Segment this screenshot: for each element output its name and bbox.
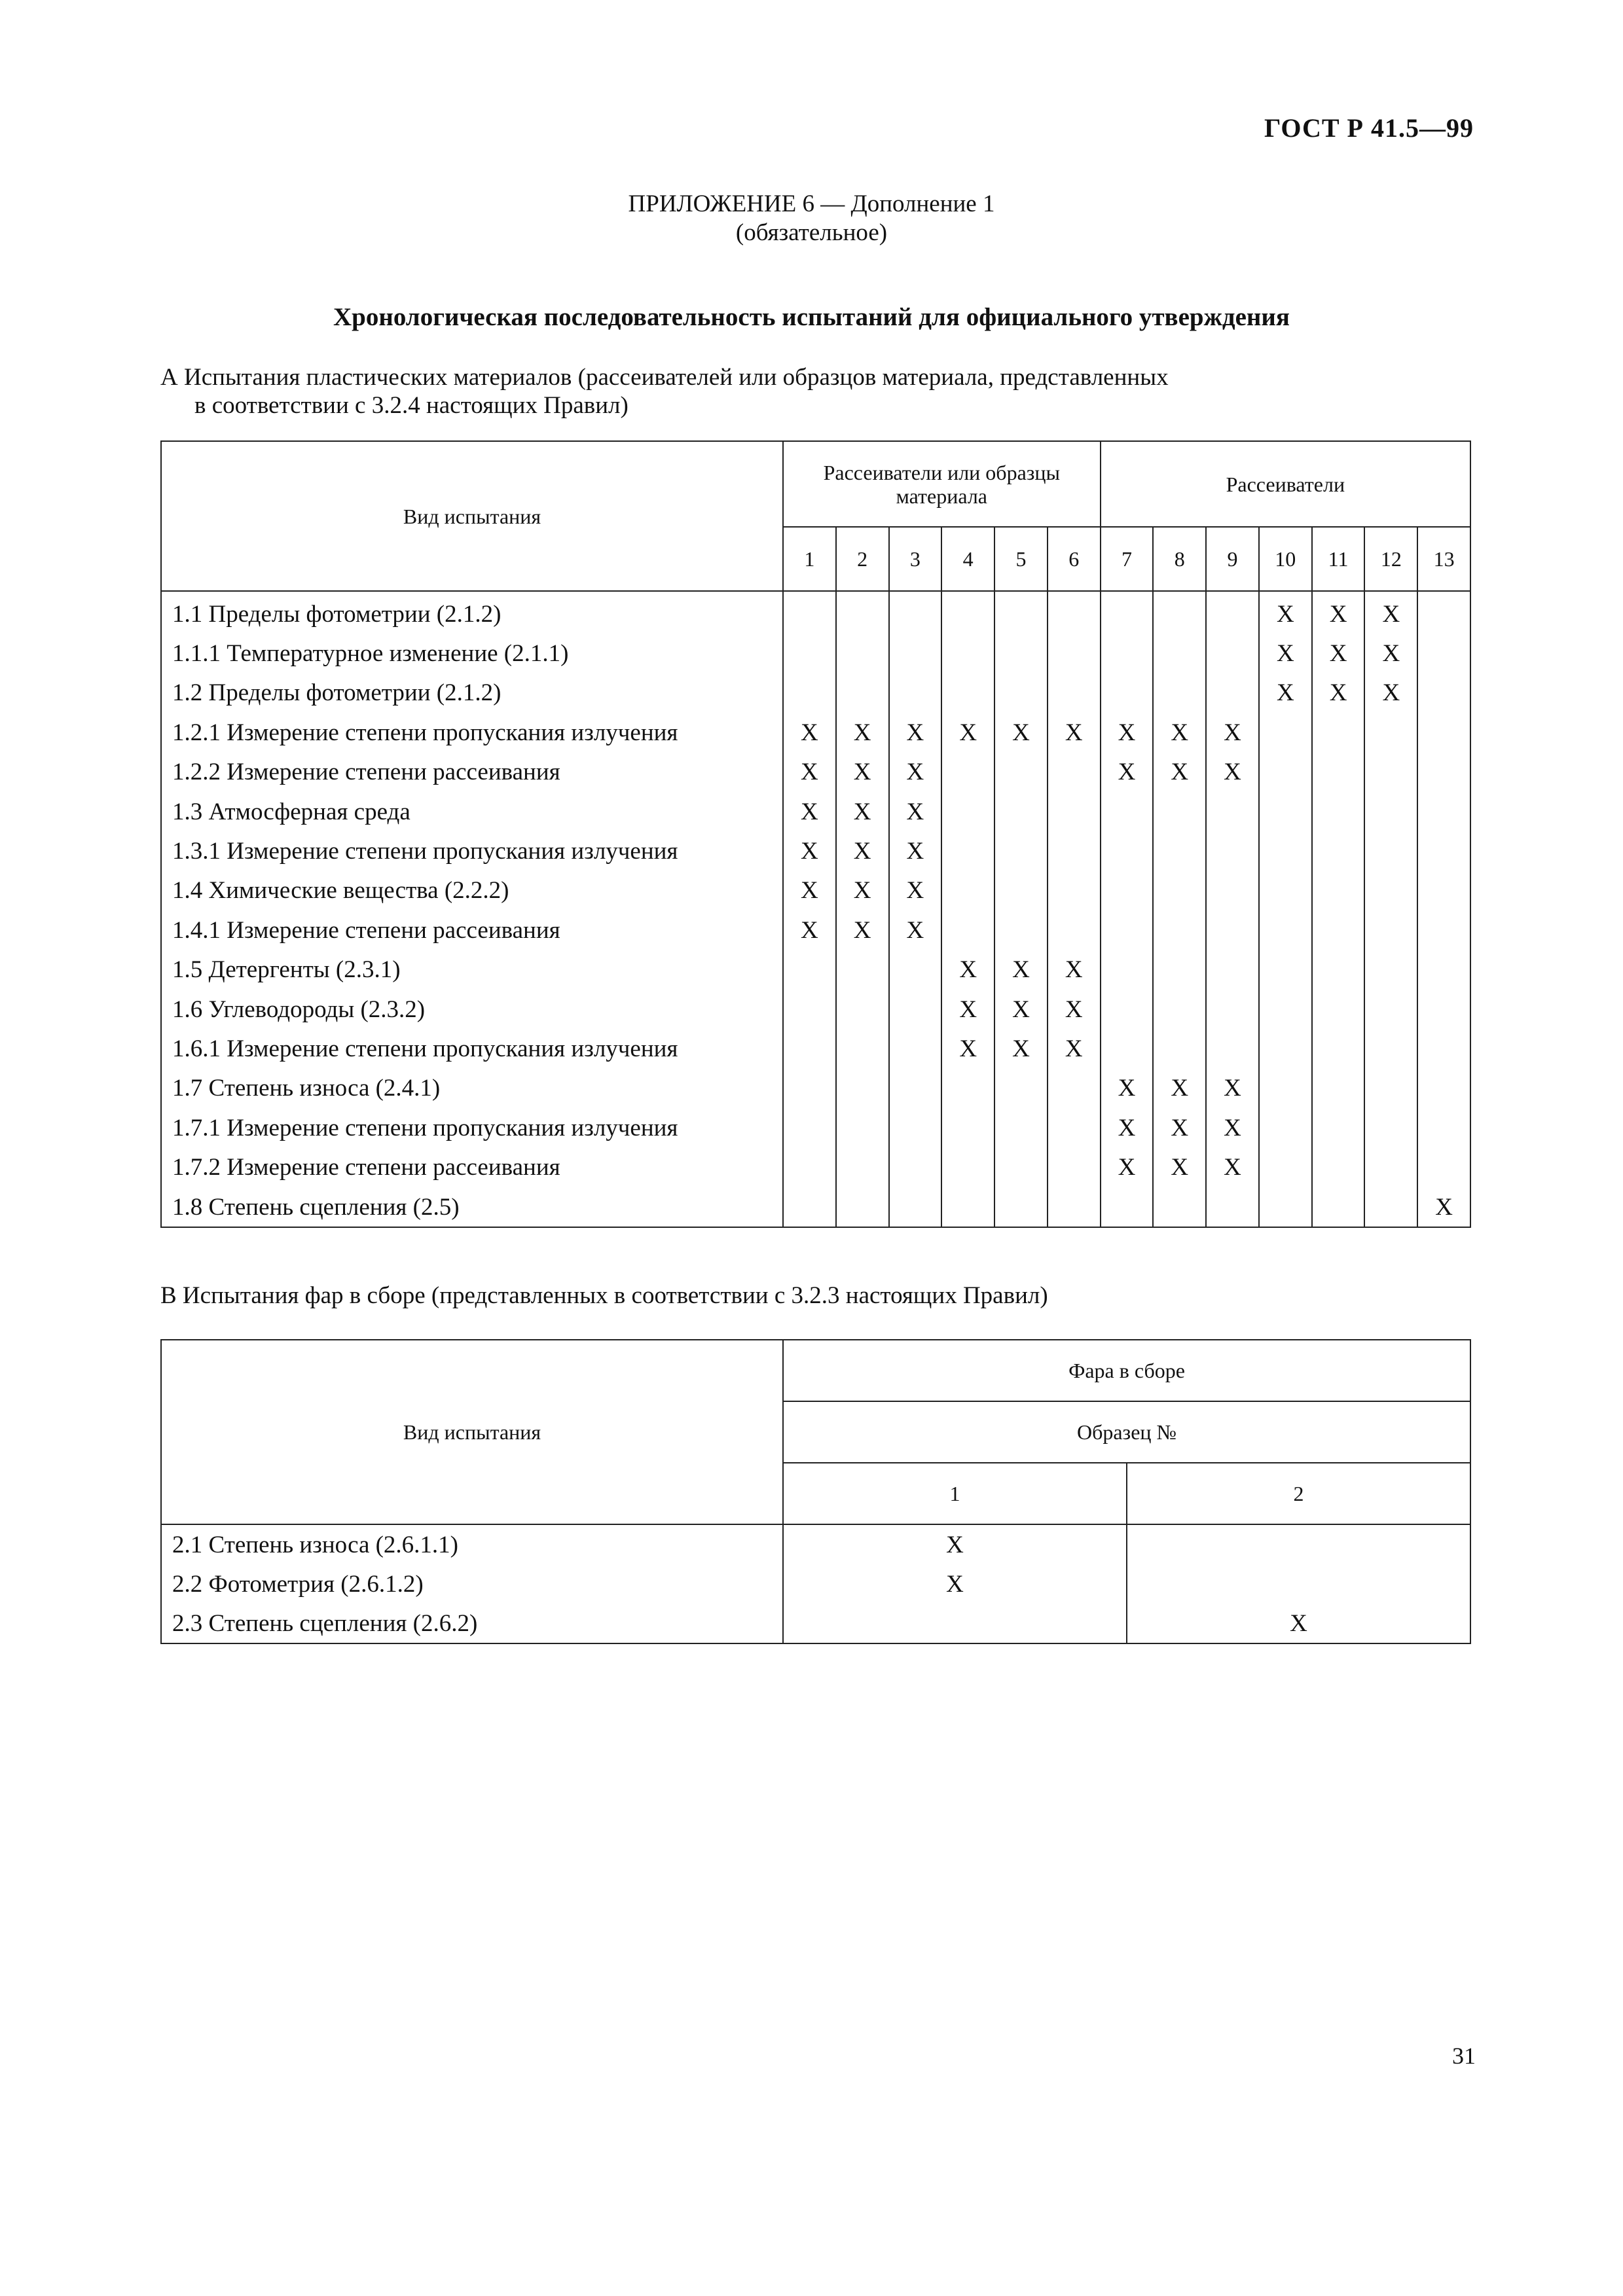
- appendix-subtitle: (обязательное): [735, 219, 888, 246]
- test-mark-cell: X: [1048, 713, 1101, 752]
- column-group-lenses: Рассеиватели: [1101, 441, 1470, 527]
- test-mark-cell: [1048, 753, 1101, 792]
- test-mark-cell: X: [1259, 634, 1312, 673]
- test-mark-cell: [1101, 673, 1154, 713]
- test-mark-cell: X: [994, 990, 1048, 1029]
- test-mark-cell: [1153, 634, 1206, 673]
- test-mark-cell: [1048, 591, 1101, 634]
- page-heading: Хронологическая последовательность испытаний для официального утверждения: [333, 303, 1290, 331]
- test-mark-cell: X: [1206, 753, 1259, 792]
- test-mark-cell: X: [1312, 591, 1365, 634]
- test-mark-cell: [783, 591, 836, 634]
- test-mark-cell: [836, 591, 889, 634]
- test-mark-cell: [941, 792, 994, 831]
- test-label: 1.2 Пределы фотометрии (2.1.2): [161, 673, 783, 713]
- test-mark-cell: [1101, 910, 1154, 950]
- test-mark-cell: [1364, 831, 1417, 870]
- column-number: 6: [1048, 527, 1101, 591]
- test-mark-cell: [1206, 634, 1259, 673]
- test-mark-cell: [1417, 673, 1470, 713]
- test-mark-cell: [1417, 990, 1470, 1029]
- test-mark-cell: [994, 591, 1048, 634]
- test-mark-cell: [941, 831, 994, 870]
- table-row: [161, 1187, 1470, 1227]
- test-mark-cell: X: [783, 1564, 1127, 1604]
- test-mark-cell: [1206, 1029, 1259, 1068]
- test-mark-cell: [1417, 713, 1470, 752]
- section-a-line2: в соответствии с 3.2.4 настоящих Правил): [194, 392, 629, 419]
- test-mark-cell: [783, 1108, 836, 1147]
- test-mark-cell: [994, 634, 1048, 673]
- table-row: [161, 1604, 1470, 1643]
- test-mark-cell: X: [889, 713, 942, 752]
- test-mark-cell: [1101, 1187, 1154, 1227]
- test-mark-cell: [783, 990, 836, 1029]
- test-label: 2.2 Фотометрия (2.6.1.2): [161, 1564, 783, 1604]
- test-mark-cell: [1127, 1564, 1470, 1604]
- test-mark-cell: X: [1048, 950, 1101, 990]
- test-mark-cell: [1048, 1069, 1101, 1108]
- test-mark-cell: X: [1364, 673, 1417, 713]
- test-mark-cell: X: [1153, 1069, 1206, 1108]
- test-mark-cell: [1312, 1187, 1365, 1227]
- test-mark-cell: [1364, 990, 1417, 1029]
- test-mark-cell: [1259, 831, 1312, 870]
- test-mark-cell: [1312, 792, 1365, 831]
- test-mark-cell: [836, 634, 889, 673]
- test-mark-cell: [1048, 673, 1101, 713]
- test-mark-cell: X: [836, 753, 889, 792]
- test-mark-cell: [994, 831, 1048, 870]
- test-mark-cell: [1364, 1147, 1417, 1187]
- test-mark-cell: [783, 950, 836, 990]
- test-mark-cell: [994, 910, 1048, 950]
- test-mark-cell: [1153, 990, 1206, 1029]
- test-mark-cell: X: [1206, 1069, 1259, 1108]
- test-mark-cell: [889, 1147, 942, 1187]
- test-mark-cell: [941, 591, 994, 634]
- test-label: 1.7.1 Измерение степени пропускания излучения: [161, 1108, 783, 1147]
- column-number: 3: [889, 527, 942, 591]
- test-mark-cell: X: [1259, 673, 1312, 713]
- column-number: 12: [1364, 527, 1417, 591]
- test-label: 1.2.2 Измерение степени рассеивания: [161, 753, 783, 792]
- test-mark-cell: X: [1312, 634, 1365, 673]
- test-mark-cell: [1259, 792, 1312, 831]
- test-mark-cell: [1153, 1187, 1206, 1227]
- column-number: 1: [783, 527, 836, 591]
- column-number: 5: [994, 527, 1048, 591]
- test-mark-cell: [1259, 1108, 1312, 1147]
- test-mark-cell: [1048, 1147, 1101, 1187]
- test-mark-cell: [1259, 990, 1312, 1029]
- test-label: 1.7 Степень износа (2.4.1): [161, 1069, 783, 1108]
- test-mark-cell: [1259, 753, 1312, 792]
- test-mark-cell: X: [889, 831, 942, 870]
- test-mark-cell: X: [1206, 1147, 1259, 1187]
- test-mark-cell: [1206, 673, 1259, 713]
- test-mark-cell: X: [836, 910, 889, 950]
- test-mark-cell: X: [1101, 713, 1154, 752]
- test-mark-cell: [783, 634, 836, 673]
- test-mark-cell: [1259, 713, 1312, 752]
- test-mark-cell: [1206, 1187, 1259, 1227]
- test-mark-cell: X: [783, 910, 836, 950]
- test-mark-cell: [889, 950, 942, 990]
- test-mark-cell: X: [836, 831, 889, 870]
- test-mark-cell: X: [994, 1029, 1048, 1068]
- test-mark-cell: [1206, 990, 1259, 1029]
- test-label: 1.4 Химические вещества (2.2.2): [161, 871, 783, 910]
- test-mark-cell: [836, 1069, 889, 1108]
- test-mark-cell: [1101, 990, 1154, 1029]
- test-mark-cell: X: [889, 871, 942, 910]
- test-label: 1.7.2 Измерение степени рассеивания: [161, 1147, 783, 1187]
- test-mark-cell: [1153, 831, 1206, 870]
- test-mark-cell: [1312, 831, 1365, 870]
- test-mark-cell: [1364, 871, 1417, 910]
- test-mark-cell: [1206, 950, 1259, 990]
- test-mark-cell: [1312, 1029, 1365, 1068]
- test-mark-cell: [1101, 831, 1154, 870]
- test-mark-cell: [1364, 1108, 1417, 1147]
- test-mark-cell: [1312, 713, 1365, 752]
- test-mark-cell: [1101, 1029, 1154, 1068]
- test-mark-cell: [941, 1069, 994, 1108]
- test-label: 1.3.1 Измерение степени пропускания излучения: [161, 831, 783, 870]
- column-number: 7: [1101, 527, 1154, 591]
- column-number: 2: [836, 527, 889, 591]
- test-mark-cell: [1206, 910, 1259, 950]
- test-mark-cell: X: [1101, 753, 1154, 792]
- test-mark-cell: X: [836, 792, 889, 831]
- column-group-lenses-or-samples: Рассеиватели или образцы материала: [783, 441, 1101, 527]
- table-row: [161, 950, 1470, 990]
- test-label: 1.6.1 Измерение степени пропускания излучения: [161, 1029, 783, 1068]
- column-number: 1: [783, 1463, 1127, 1524]
- test-mark-cell: [1364, 1187, 1417, 1227]
- test-mark-cell: X: [1364, 591, 1417, 634]
- test-mark-cell: X: [941, 1029, 994, 1068]
- test-mark-cell: X: [941, 990, 994, 1029]
- test-mark-cell: X: [1048, 1029, 1101, 1068]
- table-row: [161, 1564, 1470, 1604]
- test-mark-cell: [1259, 1147, 1312, 1187]
- test-mark-cell: [783, 1604, 1127, 1643]
- test-mark-cell: [1259, 910, 1312, 950]
- test-mark-cell: X: [783, 713, 836, 752]
- test-mark-cell: X: [941, 950, 994, 990]
- test-mark-cell: [1417, 591, 1470, 634]
- test-mark-cell: X: [1206, 1108, 1259, 1147]
- test-mark-cell: [1417, 1069, 1470, 1108]
- test-mark-cell: [1048, 831, 1101, 870]
- test-mark-cell: [941, 634, 994, 673]
- tests-table-a: [160, 440, 1471, 1228]
- test-label: 1.5 Детергенты (2.3.1): [161, 950, 783, 990]
- test-mark-cell: [941, 1108, 994, 1147]
- table-row: [161, 634, 1470, 673]
- test-mark-cell: X: [1101, 1147, 1154, 1187]
- table-row: [161, 1147, 1470, 1187]
- test-mark-cell: X: [836, 871, 889, 910]
- test-mark-cell: [889, 1029, 942, 1068]
- test-mark-cell: [941, 910, 994, 950]
- test-mark-cell: [1048, 792, 1101, 831]
- test-mark-cell: [1101, 634, 1154, 673]
- column-number: 8: [1153, 527, 1206, 591]
- test-mark-cell: [1259, 1029, 1312, 1068]
- test-mark-cell: [994, 1187, 1048, 1227]
- test-mark-cell: [1259, 950, 1312, 990]
- test-mark-cell: X: [889, 753, 942, 792]
- test-mark-cell: [1417, 871, 1470, 910]
- test-mark-cell: X: [941, 713, 994, 752]
- test-mark-cell: [1206, 591, 1259, 634]
- test-mark-cell: [994, 753, 1048, 792]
- test-mark-cell: X: [783, 871, 836, 910]
- test-mark-cell: [1364, 1029, 1417, 1068]
- test-mark-cell: [889, 1187, 942, 1227]
- test-mark-cell: [889, 1108, 942, 1147]
- tests-table-b: [160, 1339, 1471, 1644]
- test-mark-cell: [1364, 950, 1417, 990]
- test-mark-cell: [1364, 1069, 1417, 1108]
- test-mark-cell: X: [1364, 634, 1417, 673]
- column-number: 4: [941, 527, 994, 591]
- appendix-header: [0, 190, 1623, 247]
- test-mark-cell: [889, 673, 942, 713]
- test-mark-cell: [994, 1069, 1048, 1108]
- test-mark-cell: X: [1153, 1108, 1206, 1147]
- test-mark-cell: [836, 1187, 889, 1227]
- test-mark-cell: [1364, 792, 1417, 831]
- table-row: [161, 831, 1470, 870]
- test-mark-cell: [1312, 910, 1365, 950]
- test-label: 1.3 Атмосферная среда: [161, 792, 783, 831]
- test-mark-cell: [1101, 871, 1154, 910]
- test-mark-cell: [1048, 1187, 1101, 1227]
- column-header-test-type: Вид испытания: [161, 441, 783, 591]
- test-mark-cell: X: [994, 713, 1048, 752]
- table-row: [161, 910, 1470, 950]
- test-mark-cell: [1153, 792, 1206, 831]
- section-a-caption: [160, 363, 1404, 420]
- column-number: 10: [1259, 527, 1312, 591]
- test-mark-cell: [1101, 792, 1154, 831]
- test-mark-cell: [783, 673, 836, 713]
- test-mark-cell: [1417, 753, 1470, 792]
- table-row: [161, 990, 1470, 1029]
- test-mark-cell: [1417, 792, 1470, 831]
- test-mark-cell: X: [1153, 753, 1206, 792]
- test-mark-cell: X: [889, 910, 942, 950]
- test-mark-cell: [1312, 871, 1365, 910]
- test-mark-cell: [1364, 713, 1417, 752]
- test-mark-cell: [1417, 1147, 1470, 1187]
- test-mark-cell: X: [1417, 1187, 1470, 1227]
- test-mark-cell: X: [1259, 591, 1312, 634]
- test-mark-cell: [1153, 910, 1206, 950]
- test-mark-cell: [941, 1187, 994, 1227]
- table-row: [161, 753, 1470, 792]
- test-mark-cell: [1048, 910, 1101, 950]
- test-mark-cell: [1364, 910, 1417, 950]
- document-code: ГОСТ Р 41.5—99: [1264, 113, 1474, 143]
- test-mark-cell: [941, 871, 994, 910]
- test-mark-cell: [1153, 871, 1206, 910]
- column-header-test-type: Вид испытания: [161, 1340, 783, 1524]
- test-mark-cell: [836, 950, 889, 990]
- test-mark-cell: [1312, 950, 1365, 990]
- test-label: 1.4.1 Измерение степени рассеивания: [161, 910, 783, 950]
- test-label: 1.8 Степень сцепления (2.5): [161, 1187, 783, 1227]
- test-mark-cell: [1364, 753, 1417, 792]
- test-mark-cell: [1153, 591, 1206, 634]
- table-row: [161, 792, 1470, 831]
- test-mark-cell: X: [783, 792, 836, 831]
- test-mark-cell: [1259, 1187, 1312, 1227]
- test-mark-cell: [889, 591, 942, 634]
- test-label: 1.6 Углеводороды (2.3.2): [161, 990, 783, 1029]
- test-mark-cell: [1417, 1108, 1470, 1147]
- test-mark-cell: [1312, 1069, 1365, 1108]
- test-mark-cell: [1153, 673, 1206, 713]
- test-mark-cell: [1048, 634, 1101, 673]
- test-mark-cell: [994, 673, 1048, 713]
- test-mark-cell: [1417, 950, 1470, 990]
- column-number: 9: [1206, 527, 1259, 591]
- test-label: 1.1 Пределы фотометрии (2.1.2): [161, 591, 783, 634]
- test-mark-cell: [1417, 634, 1470, 673]
- test-mark-cell: [836, 990, 889, 1029]
- test-mark-cell: X: [994, 950, 1048, 990]
- test-mark-cell: [994, 792, 1048, 831]
- test-mark-cell: [889, 1069, 942, 1108]
- column-group-headlamp-assembly: Фара в сборе: [783, 1340, 1470, 1401]
- appendix-title: ПРИЛОЖЕНИЕ 6 — Дополнение 1: [628, 190, 995, 217]
- test-mark-cell: X: [1127, 1604, 1470, 1643]
- test-mark-cell: X: [1048, 990, 1101, 1029]
- test-mark-cell: [1259, 1069, 1312, 1108]
- test-mark-cell: X: [1153, 713, 1206, 752]
- table-row: [161, 673, 1470, 713]
- table-row: [161, 591, 1470, 634]
- test-mark-cell: [1153, 1029, 1206, 1068]
- table-row: [161, 713, 1470, 752]
- test-mark-cell: [889, 634, 942, 673]
- test-label: 2.3 Степень сцепления (2.6.2): [161, 1604, 783, 1643]
- test-mark-cell: [836, 1029, 889, 1068]
- test-label: 1.2.1 Измерение степени пропускания излучения: [161, 713, 783, 752]
- test-mark-cell: [1417, 831, 1470, 870]
- table-row: [161, 1029, 1470, 1068]
- test-mark-cell: [1312, 1147, 1365, 1187]
- test-mark-cell: [1048, 871, 1101, 910]
- test-mark-cell: [941, 673, 994, 713]
- column-number: 2: [1127, 1463, 1470, 1524]
- test-mark-cell: X: [783, 753, 836, 792]
- test-mark-cell: X: [1101, 1069, 1154, 1108]
- test-mark-cell: [1153, 950, 1206, 990]
- test-mark-cell: [1312, 753, 1365, 792]
- test-mark-cell: [1312, 990, 1365, 1029]
- test-mark-cell: [836, 1108, 889, 1147]
- table-row: [161, 871, 1470, 910]
- test-mark-cell: [1206, 831, 1259, 870]
- test-mark-cell: [994, 1147, 1048, 1187]
- test-mark-cell: [783, 1187, 836, 1227]
- test-mark-cell: [783, 1069, 836, 1108]
- test-mark-cell: X: [1153, 1147, 1206, 1187]
- test-mark-cell: [1312, 1108, 1365, 1147]
- test-mark-cell: X: [889, 792, 942, 831]
- test-mark-cell: [994, 871, 1048, 910]
- column-group-sample-number: Образец №: [783, 1401, 1470, 1463]
- test-mark-cell: X: [783, 831, 836, 870]
- test-mark-cell: [783, 1147, 836, 1187]
- table-row: [161, 1108, 1470, 1147]
- section-b-caption: В Испытания фар в сборе (представленных в соответствии с 3.2.3 настоящих Правил): [160, 1282, 1048, 1309]
- test-mark-cell: [889, 990, 942, 1029]
- table-row: [161, 1069, 1470, 1108]
- column-number: 13: [1417, 527, 1470, 591]
- test-mark-cell: [1417, 1029, 1470, 1068]
- test-label: 1.1.1 Температурное изменение (2.1.1): [161, 634, 783, 673]
- test-mark-cell: [1417, 910, 1470, 950]
- test-mark-cell: [941, 1147, 994, 1187]
- test-mark-cell: [1259, 871, 1312, 910]
- test-mark-cell: [1048, 1108, 1101, 1147]
- test-mark-cell: X: [836, 713, 889, 752]
- test-mark-cell: [1101, 591, 1154, 634]
- test-mark-cell: [1206, 871, 1259, 910]
- test-mark-cell: [1127, 1524, 1470, 1564]
- table-row: [161, 1524, 1470, 1564]
- test-mark-cell: [1101, 950, 1154, 990]
- test-mark-cell: [836, 1147, 889, 1187]
- test-mark-cell: [1206, 792, 1259, 831]
- page-number: 31: [1452, 2043, 1476, 2069]
- test-label: 2.1 Степень износа (2.6.1.1): [161, 1524, 783, 1564]
- test-mark-cell: [783, 1029, 836, 1068]
- test-mark-cell: X: [1101, 1108, 1154, 1147]
- test-mark-cell: X: [1312, 673, 1365, 713]
- test-mark-cell: X: [1206, 713, 1259, 752]
- test-mark-cell: X: [783, 1524, 1127, 1564]
- test-mark-cell: [941, 753, 994, 792]
- test-mark-cell: [836, 673, 889, 713]
- section-a-line1: А Испытания пластических материалов (рассеивателей или образцов материала, представленных: [160, 364, 1169, 391]
- test-mark-cell: [994, 1108, 1048, 1147]
- column-number: 11: [1312, 527, 1365, 591]
